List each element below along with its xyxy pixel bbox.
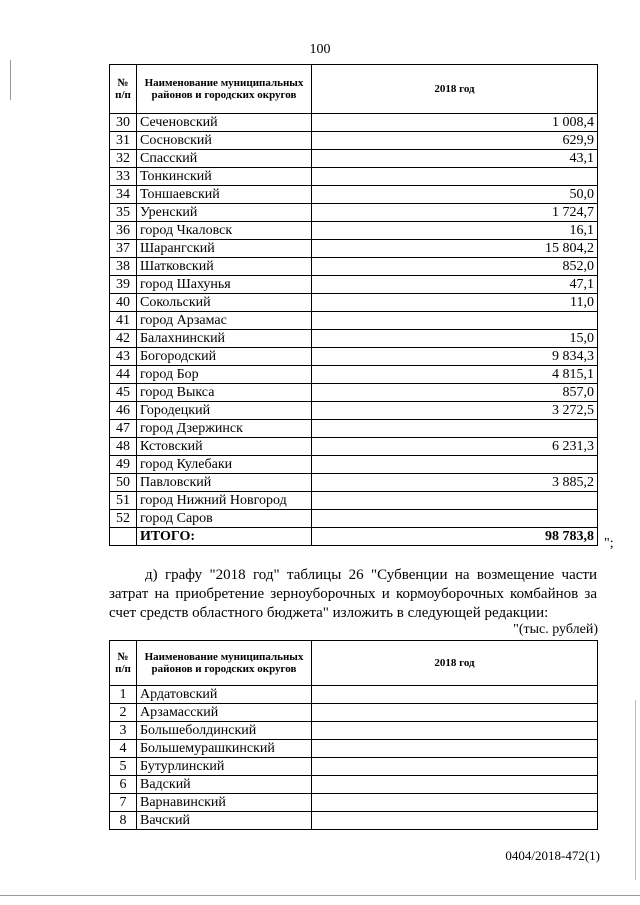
row-number: 40: [110, 294, 137, 312]
row-name: Шарангский: [137, 240, 312, 258]
row-name: Городецкий: [137, 402, 312, 420]
row-value: [312, 758, 598, 776]
table-row: [110, 794, 598, 812]
row-value: [312, 312, 598, 330]
row-name: Вадский: [137, 776, 312, 794]
table-row: [110, 438, 598, 456]
row-number: 33: [110, 168, 137, 186]
row-value: [312, 704, 598, 722]
row-value: 852,0: [312, 258, 598, 276]
row-name: Богородский: [137, 348, 312, 366]
table-row: [110, 776, 598, 794]
row-name: Кстовский: [137, 438, 312, 456]
row-value: 4 815,1: [312, 366, 598, 384]
table-row: [110, 510, 598, 528]
row-number: 1: [110, 686, 137, 704]
row-number: 6: [110, 776, 137, 794]
row-number: 36: [110, 222, 137, 240]
document-code: 0404/2018-472(1): [505, 848, 600, 863]
row-name: Вачский: [137, 812, 312, 830]
row-name: город Саров: [137, 510, 312, 528]
row-name: Бутурлинский: [137, 758, 312, 776]
row-name: Сосновский: [137, 132, 312, 150]
subsidy-table-continued: [109, 64, 598, 546]
table-row: [110, 384, 598, 402]
row-number: 32: [110, 150, 137, 168]
row-number: 8: [110, 812, 137, 830]
table-row: [110, 204, 598, 222]
row-value: [312, 722, 598, 740]
row-name: Шатковский: [137, 258, 312, 276]
row-name: город Шахунья: [137, 276, 312, 294]
scan-edge-left: [10, 60, 11, 100]
row-name: Ардатовский: [137, 686, 312, 704]
row-value: 15,0: [312, 330, 598, 348]
total-value: 98 783,8: [312, 528, 598, 546]
row-name: Большеболдинский: [137, 722, 312, 740]
table-row: [110, 420, 598, 438]
row-value: [312, 456, 598, 474]
row-number: 46: [110, 402, 137, 420]
row-number: 44: [110, 366, 137, 384]
row-name: Тоншаевский: [137, 186, 312, 204]
row-name: Тонкинский: [137, 168, 312, 186]
table-row: [110, 740, 598, 758]
row-name: Сеченовский: [137, 114, 312, 132]
table-row: [110, 222, 598, 240]
row-value: [312, 812, 598, 830]
header-year: 2018 год: [312, 65, 598, 114]
row-name: Арзамасский: [137, 704, 312, 722]
row-value: [312, 776, 598, 794]
row-value: 15 804,2: [312, 240, 598, 258]
scan-bottom-line: [0, 895, 640, 896]
row-number: 41: [110, 312, 137, 330]
table-row: [110, 722, 598, 740]
table-row: [110, 402, 598, 420]
row-value: 9 834,3: [312, 348, 598, 366]
closing-quote: ";: [604, 536, 614, 551]
table-row: [110, 330, 598, 348]
row-name: город Кулебаки: [137, 456, 312, 474]
total-label: ИТОГО:: [137, 528, 312, 546]
row-value: 47,1: [312, 276, 598, 294]
scan-edge-right: [635, 700, 636, 880]
row-number: 48: [110, 438, 137, 456]
row-number: 37: [110, 240, 137, 258]
table-row: [110, 456, 598, 474]
table-row: [110, 686, 598, 704]
row-number: 47: [110, 420, 137, 438]
row-number: 5: [110, 758, 137, 776]
row-value: 6 231,3: [312, 438, 598, 456]
table-row: [110, 704, 598, 722]
row-name: Большемурашкинский: [137, 740, 312, 758]
row-number: 51: [110, 492, 137, 510]
row-value: 16,1: [312, 222, 598, 240]
row-name: Сокольский: [137, 294, 312, 312]
row-number: 38: [110, 258, 137, 276]
row-number: 45: [110, 384, 137, 402]
combine-subsidy-table: [109, 640, 598, 830]
page-number: 100: [309, 42, 331, 57]
table-row: [110, 258, 598, 276]
row-name: Павловский: [137, 474, 312, 492]
row-number: 35: [110, 204, 137, 222]
row-number: 50: [110, 474, 137, 492]
row-number: 39: [110, 276, 137, 294]
table-row: [110, 168, 598, 186]
row-number: 31: [110, 132, 137, 150]
table-row: [110, 366, 598, 384]
table-row: [110, 186, 598, 204]
row-value: [312, 686, 598, 704]
row-name: Варнавинский: [137, 794, 312, 812]
row-name: город Чкаловск: [137, 222, 312, 240]
row-value: 43,1: [312, 150, 598, 168]
table-row: [110, 240, 598, 258]
total-row: [110, 528, 598, 546]
row-value: 1 008,4: [312, 114, 598, 132]
row-name: город Арзамас: [137, 312, 312, 330]
table-header-row: [110, 65, 598, 114]
table-row: [110, 294, 598, 312]
table-row: [110, 132, 598, 150]
table-row: [110, 114, 598, 132]
row-number: 7: [110, 794, 137, 812]
row-number: 34: [110, 186, 137, 204]
row-name: город Дзержинск: [137, 420, 312, 438]
row-value: 3 272,5: [312, 402, 598, 420]
row-name: город Выкса: [137, 384, 312, 402]
row-number: 42: [110, 330, 137, 348]
header-name: Наименование муниципальных районов и городских округов: [137, 641, 312, 686]
header-year: 2018 год: [312, 641, 598, 686]
table-row: [110, 758, 598, 776]
row-name: Балахнинский: [137, 330, 312, 348]
unit-label: "(тыс. рублей): [513, 622, 598, 637]
row-value: [312, 510, 598, 528]
table-row: [110, 492, 598, 510]
header-num: № п/п: [110, 65, 137, 114]
row-value: [312, 420, 598, 438]
row-number: 43: [110, 348, 137, 366]
header-name: Наименование муниципальных районов и городских округов: [137, 65, 312, 114]
table-row: [110, 348, 598, 366]
table-row: [110, 812, 598, 830]
header-num: № п/п: [110, 641, 137, 686]
row-number: 30: [110, 114, 137, 132]
total-num-cell: [110, 528, 137, 546]
table-row: [110, 474, 598, 492]
row-number: 52: [110, 510, 137, 528]
row-name: Спасский: [137, 150, 312, 168]
row-number: 2: [110, 704, 137, 722]
amendment-paragraph: д) графу "2018 год" таблицы 26 "Субвенции на возмещение части затрат на приобретение зерноуборочных и кормоуборочных комбайнов за счет средств областного бюджета" изложить в следующей редакции:: [109, 567, 597, 621]
row-name: Уренский: [137, 204, 312, 222]
row-number: 49: [110, 456, 137, 474]
row-value: 1 724,7: [312, 204, 598, 222]
row-value: 629,9: [312, 132, 598, 150]
row-value: 11,0: [312, 294, 598, 312]
row-value: 50,0: [312, 186, 598, 204]
row-value: [312, 794, 598, 812]
table-row: [110, 150, 598, 168]
row-name: город Нижний Новгород: [137, 492, 312, 510]
row-value: [312, 740, 598, 758]
row-name: город Бор: [137, 366, 312, 384]
row-value: 857,0: [312, 384, 598, 402]
row-number: 3: [110, 722, 137, 740]
row-value: [312, 492, 598, 510]
row-number: 4: [110, 740, 137, 758]
table-header-row: [110, 641, 598, 686]
table-row: [110, 312, 598, 330]
row-value: 3 885,2: [312, 474, 598, 492]
table-row: [110, 276, 598, 294]
row-value: [312, 168, 598, 186]
